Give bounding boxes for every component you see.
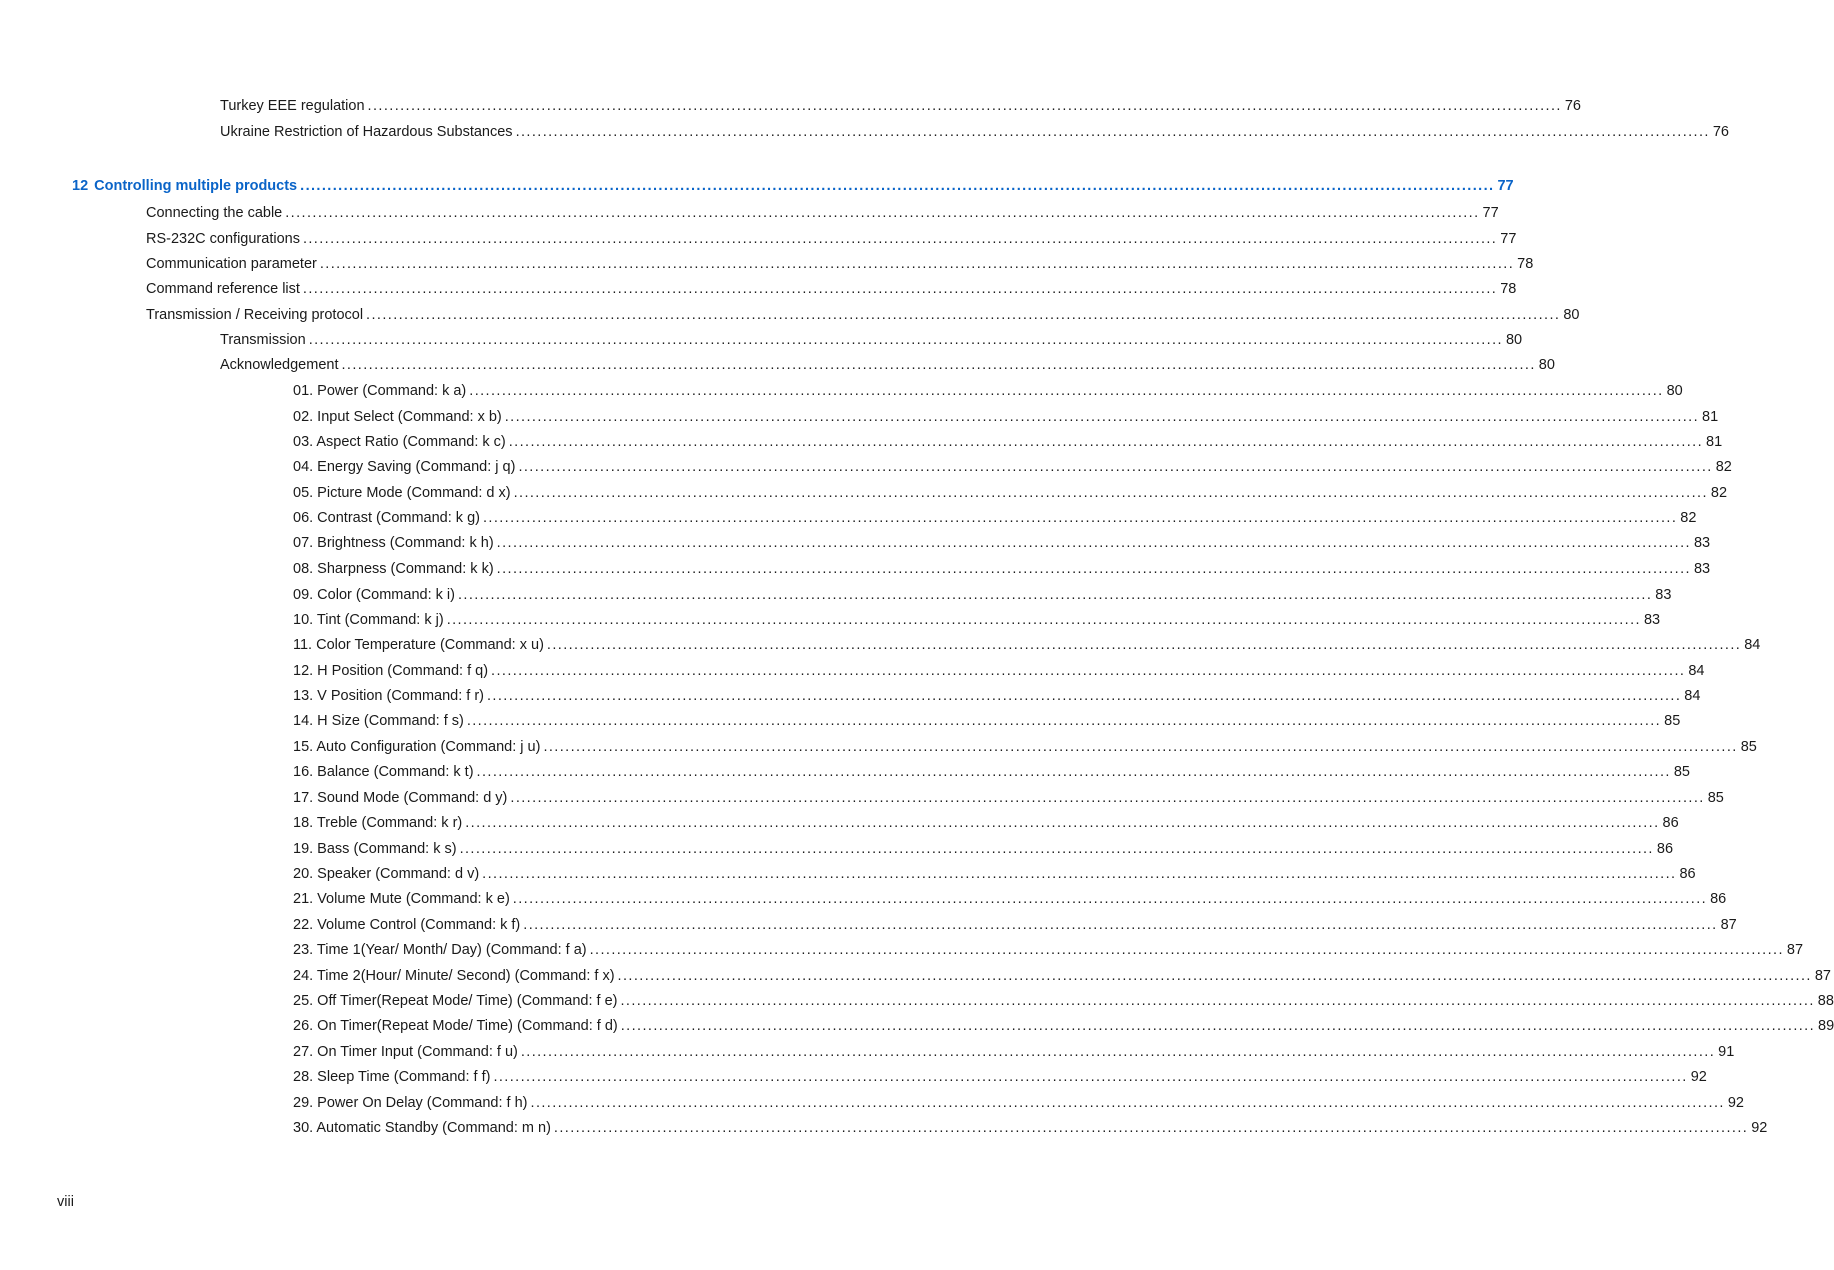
dot-leader: ............................................................................................................................................................................................................................ (285, 205, 1480, 221)
toc-page-number: 82 (1715, 459, 1732, 475)
toc-entry[interactable] (293, 585, 1672, 605)
toc-entry[interactable] (293, 661, 1705, 681)
dot-leader: ............................................................................................................................................................................................................................ (510, 790, 1705, 806)
toc-entry-title (72, 176, 300, 196)
toc-page-number: 77 (1500, 231, 1517, 247)
toc-entry[interactable] (293, 813, 1679, 833)
toc-entry-title: Transmission / Receiving protocol (146, 307, 364, 323)
toc-entry[interactable] (220, 355, 1555, 375)
page-number: viii (57, 1194, 74, 1210)
dot-leader: ............................................................................................................................................................................................................................ (508, 434, 1704, 450)
toc-entry[interactable] (293, 457, 1732, 477)
toc-page-number: 86 (1710, 891, 1727, 907)
toc-page-number: 84 (1688, 663, 1705, 679)
toc-entry[interactable] (293, 839, 1674, 859)
toc-entry-title: 11. Color Temperature (Command: x u) (293, 637, 544, 653)
toc-entry[interactable] (293, 711, 1681, 731)
toc-entry[interactable] (293, 915, 1737, 935)
toc-entry[interactable] (293, 1118, 1768, 1138)
toc-page-number: 80 (1538, 357, 1555, 373)
toc-page-number: 88 (1817, 993, 1834, 1009)
toc-page-number: 85 (1664, 713, 1681, 729)
dot-leader: ............................................................................................................................................................................................................................ (512, 891, 1708, 907)
dot-leader: ............................................................................................................................................................................................................................ (446, 612, 1641, 628)
toc-entry-title: 21. Volume Mute (Command: k e) (293, 891, 510, 907)
toc-page-number: 87 (1814, 968, 1831, 984)
toc-entry-title: 13. V Position (Command: f r) (293, 688, 484, 704)
toc-entry-title: Acknowledgement (220, 357, 339, 373)
toc-entry-title: 20. Speaker (Command: d v) (293, 866, 480, 882)
toc-page-number: 92 (1690, 1069, 1707, 1085)
toc-entry-title: 18. Treble (Command: k r) (293, 815, 463, 831)
dot-leader: ............................................................................................................................................................................................................................ (530, 1095, 1725, 1111)
toc-entry[interactable] (293, 991, 1834, 1011)
toc-entry-title: 01. Power (Command: k a) (293, 383, 467, 399)
dot-leader: ............................................................................................................................................................................................................................ (300, 178, 1495, 194)
toc-entry-title: 16. Balance (Command: k t) (293, 764, 474, 780)
dot-leader: ............................................................................................................................................................................................................................ (302, 281, 1498, 297)
dot-leader: ............................................................................................................................................................................................................................ (515, 124, 1710, 140)
toc-entry-title: 09. Color (Command: k i) (293, 587, 455, 603)
toc-entry[interactable] (146, 203, 1499, 223)
toc-entry-title: 12. H Position (Command: f q) (293, 663, 489, 679)
toc-page-number: 80 (1666, 383, 1683, 399)
toc-entry[interactable] (293, 1067, 1707, 1087)
toc-entry-title: Connecting the cable (146, 205, 283, 221)
dot-leader: ............................................................................................................................................................................................................................ (367, 98, 1562, 114)
toc-page-number: 86 (1662, 815, 1679, 831)
toc-entry-title: 04. Energy Saving (Command: j q) (293, 459, 516, 475)
toc-entry[interactable] (293, 508, 1697, 528)
toc-entry[interactable] (293, 737, 1757, 757)
toc-entry-title: 14. H Size (Command: f s) (293, 713, 464, 729)
toc-entry-title: 17. Sound Mode (Command: d y) (293, 790, 508, 806)
toc-page-number: 78 (1500, 281, 1517, 297)
dot-leader: ............................................................................................................................................................................................................................ (466, 713, 1662, 729)
toc-entry-title: 05. Picture Mode (Command: d x) (293, 485, 511, 501)
toc-entry[interactable] (293, 381, 1683, 401)
toc-entry[interactable] (293, 635, 1761, 655)
dot-leader: ............................................................................................................................................................................................................................ (543, 739, 1738, 755)
toc-entry-title: 26. On Timer(Repeat Mode/ Time) (Command: f d) (293, 1018, 618, 1034)
toc-entry-title: RS-232C configurations (146, 231, 300, 247)
dot-leader: ............................................................................................................................................................................................................................ (520, 1044, 1716, 1060)
toc-entry-title: Command reference list (146, 281, 300, 297)
toc-page-number: 83 (1643, 612, 1661, 628)
toc-entry[interactable] (293, 1093, 1744, 1113)
dot-leader: ............................................................................................................................................................................................................................ (589, 942, 1784, 958)
toc-entry[interactable] (293, 889, 1727, 909)
chapter-title: Controlling multiple products (94, 178, 298, 194)
toc-page-number: 84 (1684, 688, 1701, 704)
toc-entry[interactable] (220, 96, 1581, 116)
dot-leader: ............................................................................................................................................................................................................................ (459, 841, 1654, 857)
dot-leader: ............................................................................................................................................................................................................................ (617, 968, 1812, 984)
toc-page-number: 76 (1564, 98, 1581, 114)
toc-page-number: 85 (1740, 739, 1757, 755)
toc-page-number: 92 (1727, 1095, 1744, 1111)
toc-page-number: 77 (1482, 205, 1499, 221)
toc-page-number: 85 (1707, 790, 1724, 806)
dot-leader: ............................................................................................................................................................................................................................ (491, 663, 1686, 679)
toc-entry-title: 03. Aspect Ratio (Command: k c) (293, 434, 506, 450)
dot-leader: ............................................................................................................................................................................................................................ (469, 383, 1664, 399)
dot-leader: ............................................................................................................................................................................................................................ (518, 459, 1713, 475)
dot-leader: ............................................................................................................................................................................................................................ (482, 866, 1677, 882)
dot-leader: ............................................................................................................................................................................................................................ (513, 485, 1708, 501)
toc-entry-title: Communication parameter (146, 256, 317, 272)
toc-page-number: 76 (1712, 124, 1729, 140)
toc-entry-title: 22. Volume Control (Command: k f) (293, 917, 521, 933)
toc-entry-title: 25. Off Timer(Repeat Mode/ Time) (Command: f e) (293, 993, 618, 1009)
toc-entry[interactable] (293, 1042, 1735, 1062)
toc-page-number: 82 (1680, 510, 1697, 526)
toc-page-number: 78 (1517, 256, 1534, 272)
toc-entry[interactable] (293, 483, 1728, 503)
dot-leader: ............................................................................................................................................................................................................................ (620, 1018, 1816, 1034)
toc-page-number: 92 (1751, 1120, 1768, 1136)
toc-entry-title: 30. Automatic Standby (Command: m n) (293, 1120, 551, 1136)
toc-entry[interactable] (293, 407, 1719, 427)
toc-entry-title: 10. Tint (Command: k j) (293, 612, 444, 628)
toc-entry[interactable] (293, 533, 1711, 553)
dot-leader: ............................................................................................................................................................................................................................ (302, 231, 1498, 247)
toc-page-number: 77 (1497, 178, 1514, 194)
toc-page-number: 89 (1818, 1018, 1834, 1034)
toc-entry[interactable] (146, 305, 1580, 325)
toc-entry[interactable] (293, 940, 1804, 960)
toc-entry[interactable] (293, 864, 1696, 884)
dot-leader: ............................................................................................................................................................................................................................ (457, 587, 1653, 603)
dot-leader: ............................................................................................................................................................................................................................ (493, 1069, 1688, 1085)
toc-entry-title: Ukraine Restriction of Hazardous Substances (220, 124, 513, 140)
toc-chapter-entry[interactable] (72, 176, 1514, 196)
dot-leader: ............................................................................................................................................................................................................................ (523, 917, 1718, 933)
toc-page-number: 83 (1693, 535, 1711, 551)
toc-page-number: 85 (1673, 764, 1690, 780)
dot-leader: ............................................................................................................................................................................................................................ (308, 332, 1503, 348)
dot-leader: ............................................................................................................................................................................................................................ (341, 357, 1536, 373)
toc-page-number: 80 (1505, 332, 1523, 348)
toc-entry[interactable] (220, 122, 1729, 142)
toc-page-number: 81 (1702, 409, 1719, 425)
toc-entry[interactable] (293, 966, 1831, 986)
dot-leader: ............................................................................................................................................................................................................................ (465, 815, 1660, 831)
toc-entry-title: 29. Power On Delay (Command: f h) (293, 1095, 528, 1111)
dot-leader: ............................................................................................................................................................................................................................ (620, 993, 1815, 1009)
toc-page-number: 86 (1656, 841, 1674, 857)
dot-leader: ............................................................................................................................................................................................................................ (504, 409, 1700, 425)
dot-leader: ............................................................................................................................................................................................................................ (487, 688, 1682, 704)
toc-entry[interactable] (293, 610, 1661, 630)
toc-page-number: 91 (1718, 1044, 1735, 1060)
toc-entry-title: 23. Time 1(Year/ Month/ Day) (Command: f a) (293, 942, 587, 958)
toc-entry-title: 08. Sharpness (Command: k k) (293, 561, 494, 577)
dot-leader: ............................................................................................................................................................................................................................ (553, 1120, 1749, 1136)
toc-entry-title: 19. Bass (Command: k s) (293, 841, 457, 857)
chapter-number: 12 (72, 178, 89, 194)
toc-entry-title: 15. Auto Configuration (Command: j u) (293, 739, 541, 755)
toc-entry[interactable] (293, 788, 1724, 808)
dot-leader: ............................................................................................................................................................................................................................ (546, 637, 1742, 653)
toc-page-number: 84 (1744, 637, 1761, 653)
toc-entry[interactable] (293, 432, 1723, 452)
toc-entry-title: 07. Brightness (Command: k h) (293, 535, 494, 551)
dot-leader: ............................................................................................................................................................................................................................ (496, 535, 1691, 551)
toc-entry[interactable] (293, 1016, 1834, 1036)
toc-entry[interactable] (220, 330, 1523, 350)
toc-entry[interactable] (293, 762, 1690, 782)
toc-page-number: 87 (1786, 942, 1804, 958)
toc-entry-title: 28. Sleep Time (Command: f f) (293, 1069, 491, 1085)
toc-page-number: 87 (1720, 917, 1737, 933)
toc-entry[interactable] (146, 229, 1517, 249)
toc-page-number: 80 (1563, 307, 1580, 323)
dot-leader: ............................................................................................................................................................................................................................ (482, 510, 1678, 526)
toc-page-number: 83 (1693, 561, 1711, 577)
toc-entry-title: Transmission (220, 332, 306, 348)
toc-page-number: 86 (1679, 866, 1696, 882)
toc-entry-title: 02. Input Select (Command: x b) (293, 409, 502, 425)
toc-entry[interactable] (146, 279, 1517, 299)
toc-entry-title: Turkey EEE regulation (220, 98, 365, 114)
toc-page-number: 82 (1710, 485, 1728, 501)
toc-entry[interactable] (293, 686, 1701, 706)
dot-leader: ............................................................................................................................................................................................................................ (366, 307, 1561, 323)
toc-entry-title: 06. Contrast (Command: k g) (293, 510, 480, 526)
toc-entry[interactable] (146, 254, 1534, 274)
toc-entry-title: 27. On Timer Input (Command: f u) (293, 1044, 518, 1060)
toc-page-number: 81 (1706, 434, 1723, 450)
dot-leader: ............................................................................................................................................................................................................................ (476, 764, 1671, 780)
toc-entry-title: 24. Time 2(Hour/ Minute/ Second) (Command: f x) (293, 968, 615, 984)
toc-page-number: 83 (1655, 587, 1672, 603)
toc-entry[interactable] (293, 559, 1711, 579)
dot-leader: ............................................................................................................................................................................................................................ (496, 561, 1691, 577)
dot-leader: ............................................................................................................................................................................................................................ (319, 256, 1515, 272)
